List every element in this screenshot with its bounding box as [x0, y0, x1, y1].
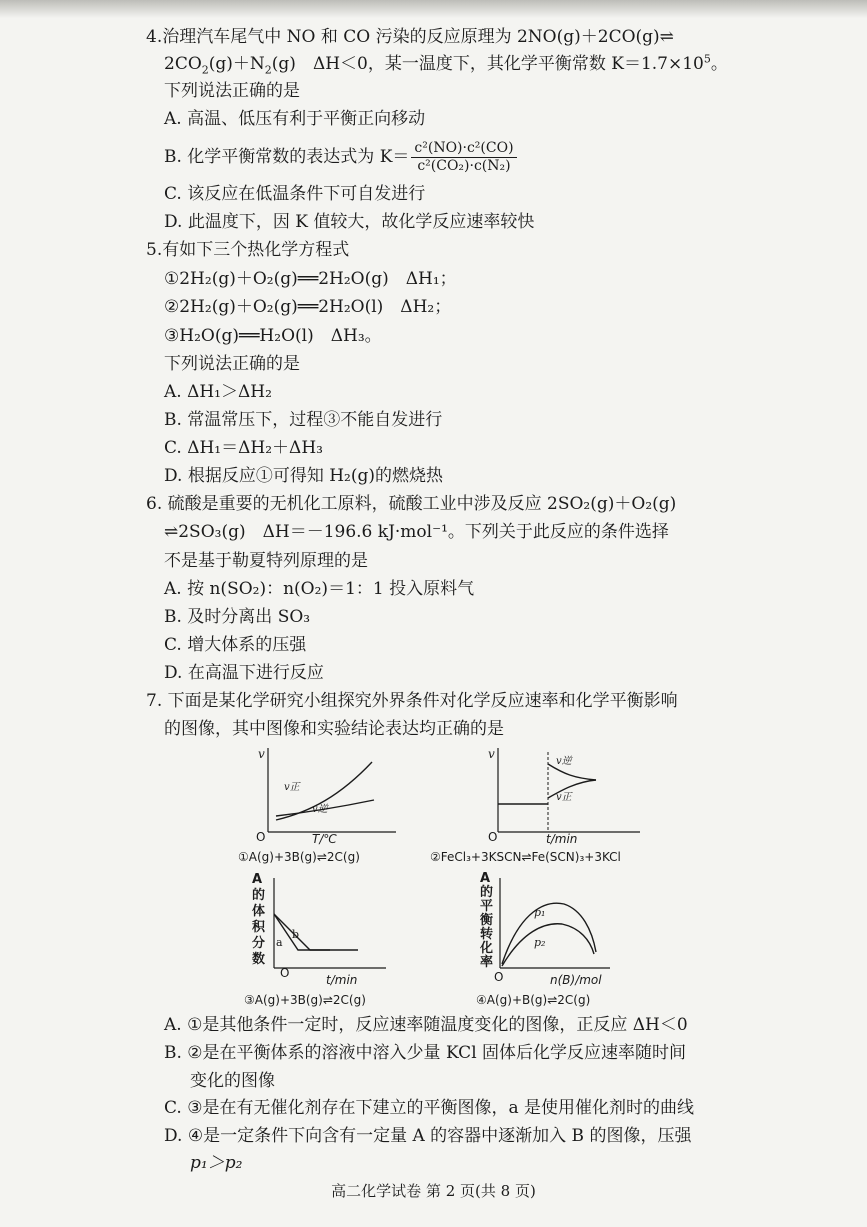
q6-option-b: B. 及时分离出 SO₃	[164, 607, 311, 627]
q4-option-a: A. 高温、低压有利于平衡正向移动	[164, 109, 426, 129]
fig2-origin: O	[488, 830, 498, 844]
fig4-curve-label-p2: p₂	[534, 936, 546, 949]
fig2-curve-label-1: v逆	[556, 756, 572, 767]
fig1-y-label: v	[258, 747, 265, 761]
fig4-origin: O	[494, 970, 504, 984]
figure-2	[484, 742, 644, 846]
equilibrium-constant-fraction: $\frac{\text{c²(NO)·c²(CO)}}{\text{c²(CO₂)·c(N₂)}}$	[411, 140, 516, 175]
q5-equation-2: ②2H₂(g)＋O₂(g)══2H₂O(l) ΔH₂；	[164, 297, 452, 317]
q6-stem-line2: ⇌2SO₃(g) ΔH＝－196.6 kJ·mol⁻¹。下列关于此反应的条件选择	[164, 522, 669, 542]
q5-option-c: C. ΔH₁＝ΔH₂＋ΔH₃	[164, 438, 323, 458]
fig2-caption: ②FeCl₃+3KSCN⇌Fe(SCN)₃+3KCl	[430, 850, 621, 864]
fig3-x-label: t/min	[326, 973, 358, 987]
fig3-curve-label-b: b	[292, 928, 300, 941]
q5-option-b: B. 常温常压下，过程③不能自发进行	[164, 410, 443, 430]
fig3-y-label: A的体积分数	[252, 872, 266, 967]
fig1-x-label: T/℃	[312, 832, 337, 846]
q7-stem-line1: 7. 下面是某化学研究小组探究外界条件对化学反应速率和化学平衡影响	[146, 691, 678, 711]
q4-option-d: D. 此温度下，因 K 值较大，故化学反应速率较快	[164, 212, 535, 232]
fig3-caption: ③A(g)+3B(g)⇌2C(g)	[244, 993, 366, 1007]
q4-option-c: C. 该反应在低温条件下可自发进行	[164, 184, 426, 204]
fig2-curve-label-2: v正	[556, 792, 572, 803]
q4-prompt: 下列说法正确的是	[164, 81, 300, 101]
fig1-caption: ①A(g)+3B(g)⇌2C(g)	[238, 850, 360, 864]
q5-equation-3: ③H₂O(g)══H₂O(l) ΔH₃。	[164, 326, 382, 346]
q7-option-b-line2: 变化的图像	[190, 1071, 275, 1091]
fig4-x-label: n(B)/mol	[550, 973, 602, 987]
q4-stem-line2: $2CO_2(g)+N_2(g)$ ΔH＜0，某一温度下，其化学平衡常数 $K=1.7\times 10^5$。	[164, 52, 728, 77]
q7-stem-line2: 的图像，其中图像和实验结论表达均正确的是	[164, 719, 504, 739]
fig3-origin: O	[280, 966, 290, 980]
q5-equation-1: ①2H₂(g)＋O₂(g)══2H₂O(g) ΔH₁；	[164, 269, 457, 289]
q7-option-d-line1: D. ④是一定条件下向含有一定量 A 的容器中逐渐加入 B 的图像，压强	[164, 1126, 692, 1146]
fig1-curve-label-1: v正	[284, 782, 300, 793]
q5-option-d: D. 根据反应①可得知 H₂(g)的燃烧热	[164, 466, 444, 486]
q5-prompt: 下列说法正确的是	[164, 354, 300, 374]
page-footer: 高二化学试卷 第 2 页(共 8 页)	[331, 1182, 536, 1200]
fig2-x-label: t/min	[546, 832, 578, 846]
q6-option-d: D. 在高温下进行反应	[164, 663, 324, 683]
q5-option-a: A. ΔH₁＞ΔH₂	[164, 382, 272, 402]
q6-option-a: A. 按 n(SO₂)：n(O₂)＝1：1 投入原料气	[164, 579, 475, 599]
q6-option-c: C. 增大体系的压强	[164, 635, 307, 655]
q7-option-b-line1: B. ②是在平衡体系的溶液中溶入少量 KCl 固体后化学反应速率随时间	[164, 1043, 687, 1063]
fig2-y-label: v	[488, 747, 495, 761]
figure-1	[250, 742, 400, 846]
fig1-curve-label-2: v逆	[312, 804, 328, 815]
q7-option-c: C. ③是在有无催化剂存在下建立的平衡图像，a 是使用催化剂时的曲线	[164, 1098, 694, 1118]
q4-option-b: B. 化学平衡常数的表达式为 K＝ $\frac{\text{c²(NO)·c²(CO)}}{\text{c²(CO₂)·c(N₂)}}$	[164, 140, 517, 175]
q6-stem-line1: 6. 硫酸是重要的无机化工原料，硫酸工业中涉及反应 2SO₂(g)＋O₂(g)	[146, 494, 677, 514]
fig3-curve-label-a: a	[276, 936, 283, 949]
fig1-origin: O	[256, 830, 266, 844]
fig4-caption: ④A(g)+B(g)⇌2C(g)	[476, 993, 591, 1007]
fig4-y-label: A的平衡转化率	[480, 871, 494, 970]
fig4-curve-label-p1: p₁	[534, 906, 546, 919]
q4-stem-line1: 4.治理汽车尾气中 NO 和 CO 污染的反应原理为 2NO(g)＋2CO(g)⇌	[146, 27, 674, 47]
q6-stem-line3: 不是基于勒夏特列原理的是	[164, 551, 368, 571]
fig4-curve-p2	[502, 924, 594, 966]
q7-option-d-line2: p₁＞p₂	[190, 1153, 243, 1173]
q5-stem: 5.有如下三个热化学方程式	[146, 240, 350, 260]
q7-option-a: A. ①是其他条件一定时，反应速率随温度变化的图像，正反应 ΔH＜0	[164, 1015, 688, 1035]
